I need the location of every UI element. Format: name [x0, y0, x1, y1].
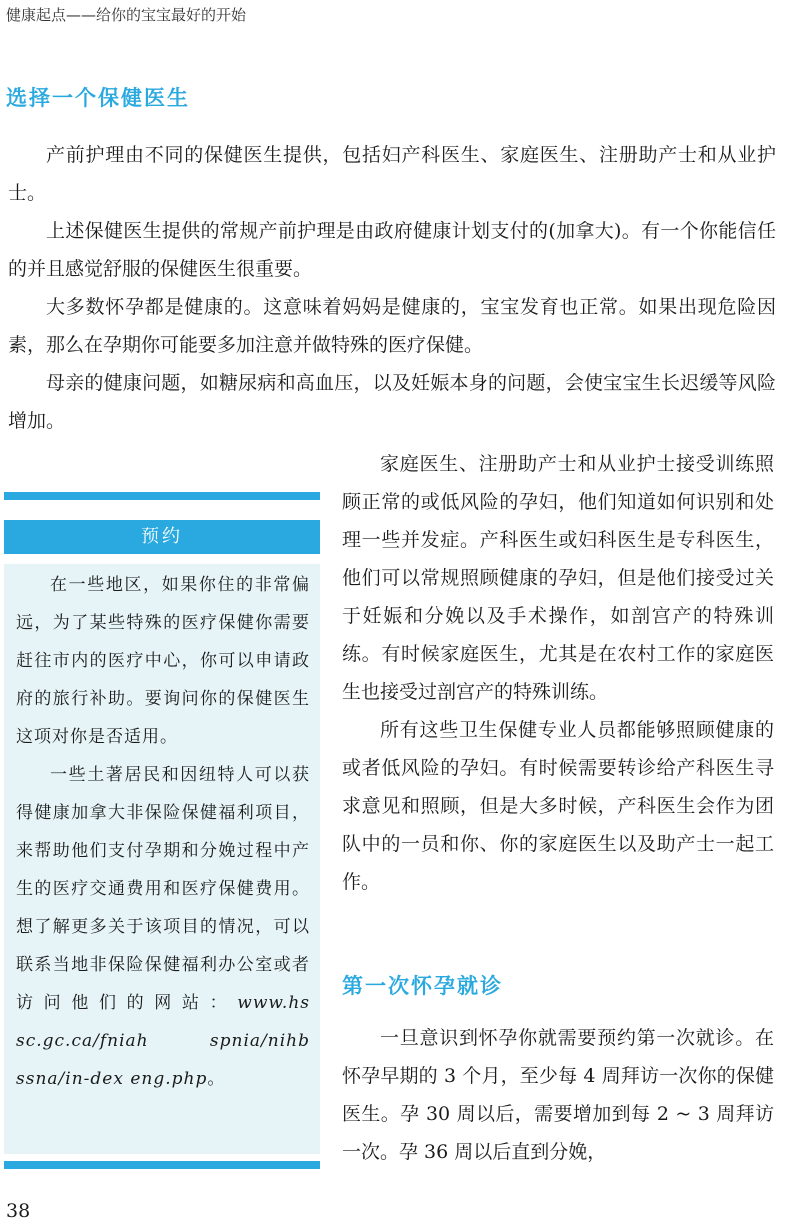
- running-header: 健康起点——给你的宝宝最好的开始: [6, 6, 247, 24]
- sidebar-text: 一些土著居民和因纽特人可以获得健康加拿大非保险保健福利项目，来帮助他们支付孕期和分娩过程中产生的医疗交通费用和医疗保健费用。想了解更多关于该项目的情况，可以联系当地非保险保健福利办公室或者访问他们的网站：: [16, 765, 310, 1013]
- sidebar-title: 预约: [4, 520, 320, 554]
- paragraph: 一旦意识到怀孕你就需要预约第一次就诊。在怀孕早期的 3 个月，至少每 4 周拜访一次你的保健医生。孕 30 周以后，需要增加到每 2 ~ 3 周拜访一次。孕 36 周以后直到分娩，: [342, 1027, 774, 1163]
- first-visit-text: [342, 1019, 774, 1171]
- paragraph: 大多数怀孕都是健康的。这意味着妈妈是健康的，宝宝发育也正常。如果出现危险因素，那么在孕期你可能要多加注意并做特殊的医疗保健。: [8, 296, 776, 356]
- sidebar-bottom-rule: [4, 1161, 320, 1169]
- sidebar-paragraph: 在一些地区，如果你住的非常偏远，为了某些特殊的医疗保健你需要赶往市内的医疗中心，你可以申请政府的旅行补助。要询问你的保健医生这项对你是否适用。: [16, 575, 310, 747]
- intro-text: [8, 136, 776, 440]
- page-number: 38: [6, 1200, 31, 1222]
- paragraph: 上述保健医生提供的常规产前护理是由政府健康计划支付的(加拿大)。有一个你能信任的并且感觉舒服的保健医生很重要。: [8, 220, 776, 280]
- sidebar-box-appointment: [4, 564, 320, 1154]
- paragraph: 家庭医生、注册助产士和从业护士接受训练照顾正常的或低风险的孕妇，他们知道如何识别和处理一些并发症。产科医生或妇科医生是专科医生，他们可以常规照顾健康的孕妇，但是他们接受过关于妊娠和分娩以及手术操作，如剖宫产的特殊训练。有时候家庭医生，尤其是在农村工作的家庭医生也接受过剖宫产的特殊训练。: [342, 453, 774, 703]
- paragraph: 产前护理由不同的保健医生提供，包括妇产科医生、家庭医生、注册助产士和从业护士。: [8, 144, 776, 204]
- website-link[interactable]: www.hs sc.gc.ca/fniah spnia/nihb ssna/in-dex eng.php: [16, 993, 310, 1089]
- sidebar-text-end: 。: [207, 1069, 226, 1089]
- section-title-choose-provider: 选择一个保健医生: [6, 86, 190, 110]
- paragraph: 所有这些卫生保健专业人员都能够照顾健康的或者低风险的孕妇。有时候需要转诊给产科医生寻求意见和照顾，但是大多时候，产科医生会作为团队中的一员和你、你的家庭医生以及助产士一起工作。: [342, 719, 774, 893]
- right-column-text: [342, 445, 774, 901]
- section-title-first-visit: 第一次怀孕就诊: [342, 974, 503, 998]
- paragraph: 母亲的健康问题，如糖尿病和高血压，以及妊娠本身的问题，会使宝宝生长迟缓等风险增加。: [8, 372, 776, 432]
- sidebar-top-rule: [4, 492, 320, 500]
- sidebar-paragraph: [16, 756, 310, 1098]
